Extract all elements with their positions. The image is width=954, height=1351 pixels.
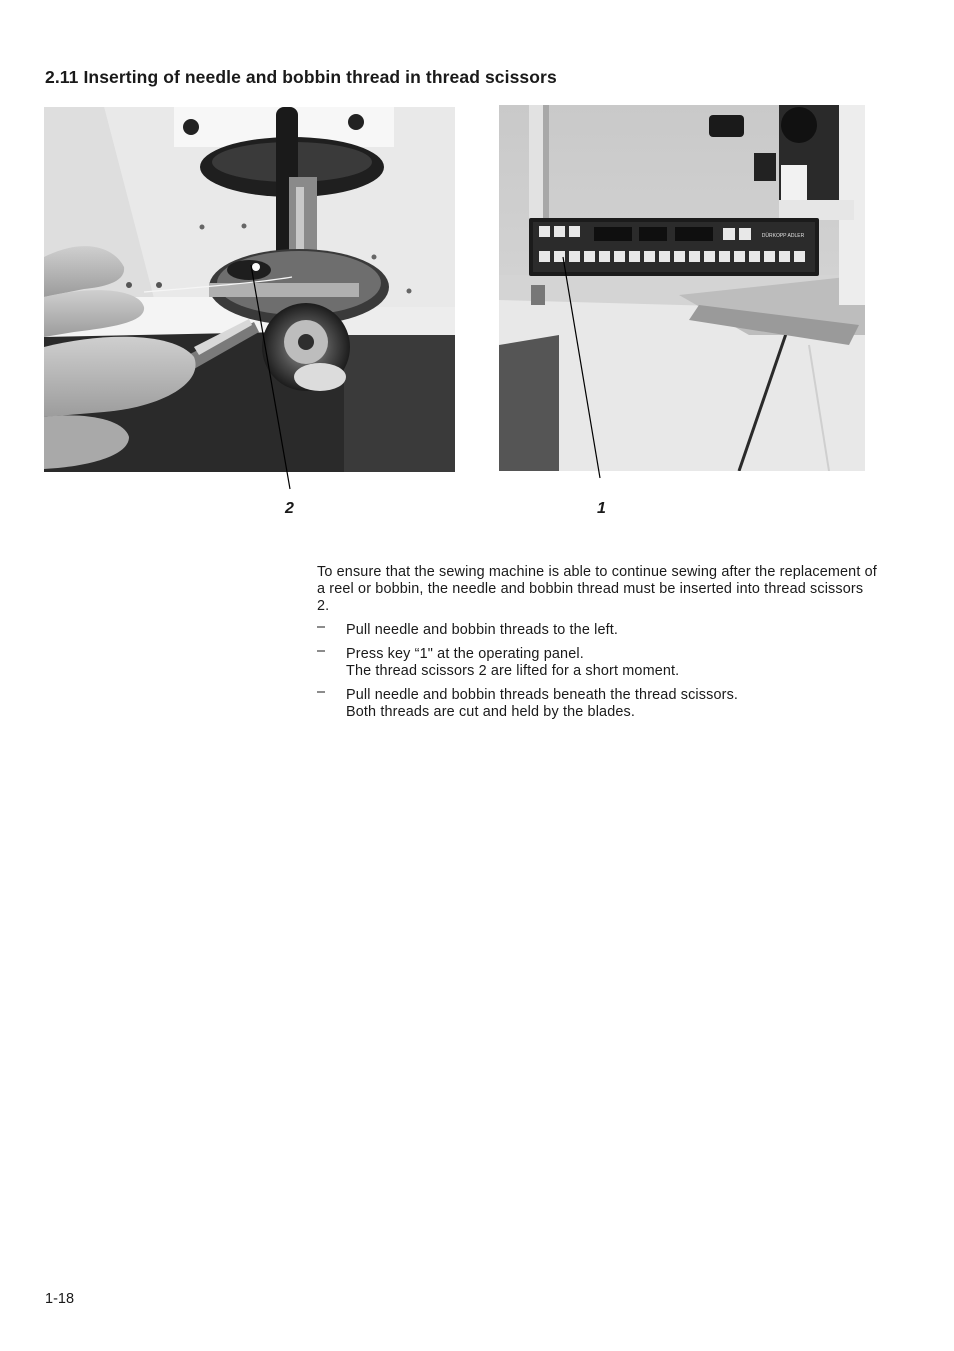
photo-thread-scissors — [44, 107, 455, 472]
list-item — [317, 684, 877, 721]
step-3-line-1: Pull needle and bobbin threads beneath the thread scissors. — [346, 687, 739, 703]
dash-bullet: – — [317, 684, 326, 700]
panel-brand: DÜRKOPP ADLER — [761, 233, 805, 239]
photo-operating-panel — [499, 105, 865, 471]
dash-bullet: – — [317, 619, 326, 635]
intro-paragraph: To ensure that the sewing machine is able to continue sewing after the replacement of a reel or bobbin, the needle and bobbin thread must be inserted into thread scissors 2. — [317, 564, 877, 614]
instructions-body — [317, 564, 877, 728]
step-2-line-1: Press key “1" at the operating panel. — [346, 646, 584, 662]
list-item — [317, 619, 877, 639]
list-item — [317, 643, 877, 680]
step-1-line-1: Pull needle and bobbin threads to the left. — [346, 622, 619, 638]
dash-bullet: – — [317, 643, 326, 659]
callout-number-1: 1 — [597, 500, 606, 517]
section-heading: 2.11 Inserting of needle and bobbin thread in thread scissors — [45, 67, 557, 87]
steps-list — [317, 619, 877, 721]
step-2-line-2: The thread scissors 2 are lifted for a short moment. — [346, 663, 680, 679]
step-3-line-2: Both threads are cut and held by the blades. — [346, 704, 636, 720]
page-number: 1-18 — [45, 1291, 75, 1307]
callout-number-2: 2 — [285, 500, 294, 517]
